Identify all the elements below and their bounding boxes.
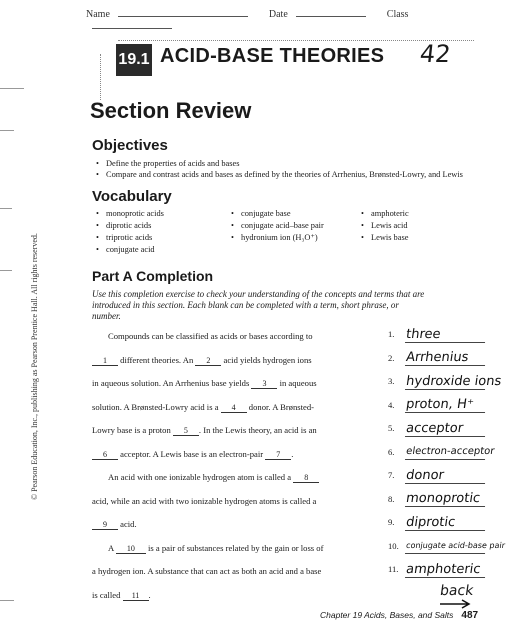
blank-4[interactable]: 4 bbox=[221, 403, 247, 413]
blank-9[interactable]: 9 bbox=[92, 520, 118, 530]
header-line bbox=[86, 8, 491, 32]
vocab-col-1 bbox=[96, 208, 231, 256]
passage-line: Compounds can be classified as acids or bases according to bbox=[108, 331, 313, 341]
answer-row: 5. acceptor bbox=[388, 417, 488, 441]
objectives-heading: Objectives bbox=[92, 137, 168, 154]
vocab-col-3 bbox=[361, 208, 461, 256]
blank-10[interactable]: 10 bbox=[116, 544, 146, 554]
scan-artifact bbox=[0, 130, 14, 131]
blank-1[interactable]: 1 bbox=[92, 356, 118, 366]
passage-line: solution. A Brønsted-Lowry acid is a 4 donor. A Brønsted- bbox=[92, 401, 314, 412]
answer-row: 6. electron-acceptor bbox=[388, 441, 488, 465]
passage-line: acid, while an acid with two ionizable hydrogen atoms is called a bbox=[92, 495, 317, 506]
dotted-guide bbox=[100, 54, 101, 100]
answer-field-10[interactable]: conjugate acid-base pair bbox=[405, 539, 487, 554]
part-a-instructions: Use this completion exercise to check your understanding of the concepts and terms that are introduced in this section. Each blank can be completed with a term, short phrase, or number. bbox=[92, 289, 425, 321]
blank-7[interactable]: 7 bbox=[265, 450, 291, 460]
section-title: Section Review bbox=[90, 98, 252, 123]
answer-field-3[interactable]: hydroxide ions bbox=[405, 373, 503, 389]
passage-line: is called 11 . bbox=[92, 589, 151, 600]
answer-field-5[interactable]: acceptor bbox=[405, 422, 487, 437]
answer-field-8[interactable]: monoprotic bbox=[405, 492, 487, 507]
scan-artifact bbox=[0, 600, 14, 601]
blank-2[interactable]: 2 bbox=[195, 356, 221, 366]
objective-item: • Compare and contrast acids and bases as defined by the theories of Arrhenius, Brønsted-Lowry, and Lewis bbox=[96, 169, 476, 180]
passage-line: A 10 is a pair of substances related by the gain or loss of bbox=[108, 542, 324, 553]
handwritten-score: 42 bbox=[418, 40, 453, 68]
class-field[interactable] bbox=[92, 20, 172, 29]
date-field[interactable] bbox=[296, 8, 366, 17]
footer-text: Chapter 19 Acids, Bases, and Salts bbox=[320, 610, 454, 620]
section-number-badge: 19.1 bbox=[116, 44, 152, 76]
answer-row: 2. Arrhenius bbox=[388, 347, 488, 371]
answer-field-2[interactable]: Arrhenius bbox=[405, 351, 487, 366]
vocab-col-2 bbox=[231, 208, 361, 256]
answer-field-11[interactable]: amphoteric bbox=[405, 563, 487, 578]
vocab-term: • conjugate acid bbox=[96, 244, 231, 256]
blank-8[interactable]: 8 bbox=[293, 473, 319, 483]
answer-field-7[interactable]: donor bbox=[405, 469, 487, 484]
passage-line: 9 acid. bbox=[92, 513, 372, 537]
answer-field-6[interactable]: electron-acceptor bbox=[405, 445, 487, 460]
answer-row: 8. monoprotic bbox=[388, 488, 488, 512]
answer-row: 9. diprotic bbox=[388, 511, 488, 535]
blank-5[interactable]: 5 bbox=[173, 426, 199, 436]
passage-line: 1 different theories. An 2 acid yields hydrogen ions bbox=[92, 349, 372, 373]
vocab-term: • conjugate base bbox=[231, 208, 361, 220]
objectives-list bbox=[96, 158, 476, 180]
answer-row: 11. amphoteric bbox=[388, 558, 488, 582]
passage-line: 6 acceptor. A Lewis base is an electron-pair 7 . bbox=[92, 443, 372, 467]
scan-artifact bbox=[0, 88, 24, 89]
blank-6[interactable]: 6 bbox=[92, 450, 118, 460]
objective-item: • Define the properties of acids and bases bbox=[96, 158, 476, 169]
vocab-term: • amphoteric bbox=[361, 208, 461, 220]
scan-artifact bbox=[0, 270, 12, 271]
handwritten-back-note: back bbox=[438, 583, 475, 599]
page-number: 487 bbox=[461, 610, 479, 621]
vocab-term: • conjugate acid–base pair bbox=[231, 220, 361, 232]
vocab-term: • triprotic acids bbox=[96, 232, 231, 244]
answer-field-9[interactable]: diprotic bbox=[405, 516, 487, 531]
part-a-heading: Part A Completion bbox=[92, 268, 214, 284]
vocab-term: • Lewis base bbox=[361, 232, 461, 244]
blank-3[interactable]: 3 bbox=[251, 379, 277, 389]
arrow-right-icon bbox=[438, 598, 474, 610]
answer-column bbox=[388, 323, 506, 582]
answer-row: 10. conjugate acid-base pair bbox=[388, 535, 488, 559]
answer-row: 3. hydroxide ions bbox=[388, 373, 503, 389]
vocab-term: • diprotic acids bbox=[96, 220, 231, 232]
answer-row: 7. donor bbox=[388, 464, 488, 488]
vocab-term: • Lewis acid bbox=[361, 220, 461, 232]
answer-row: 1. three bbox=[388, 323, 488, 347]
answer-field-1[interactable]: three bbox=[405, 328, 487, 343]
page-footer bbox=[320, 610, 478, 621]
vocabulary-heading: Vocabulary bbox=[92, 188, 172, 205]
passage-line: a hydrogen ion. A substance that can act as both an acid and a base bbox=[92, 566, 322, 576]
answer-row: 4. proton, H⁺ bbox=[388, 394, 488, 418]
date-label: Date bbox=[268, 9, 288, 20]
copyright-notice: © Pearson Education, Inc., publishing as Pearson Prentice Hall. All rights reserved. bbox=[30, 233, 39, 500]
answer-field-4[interactable]: proton, H⁺ bbox=[405, 398, 487, 413]
vocab-term: • hydronium ion (H₃O⁺) bbox=[231, 232, 361, 244]
vocabulary-columns bbox=[96, 208, 476, 256]
completion-passage bbox=[92, 325, 372, 607]
name-field[interactable] bbox=[118, 8, 248, 17]
vocab-term: • monoprotic acids bbox=[96, 208, 231, 220]
passage-line: Lowry base is a proton 5 . In the Lewis theory, an acid is an bbox=[92, 425, 317, 435]
chapter-title: ACID-BASE THEORIES bbox=[160, 45, 385, 67]
scan-artifact bbox=[0, 208, 12, 209]
passage-line: An acid with one ionizable hydrogen atom is called a 8 bbox=[92, 466, 372, 490]
class-label: Class bbox=[386, 9, 409, 20]
passage-line: in aqueous solution. An Arrhenius base yields 3 in aqueous bbox=[92, 378, 317, 388]
blank-11[interactable]: 11 bbox=[123, 591, 149, 601]
name-label: Name bbox=[86, 9, 110, 20]
